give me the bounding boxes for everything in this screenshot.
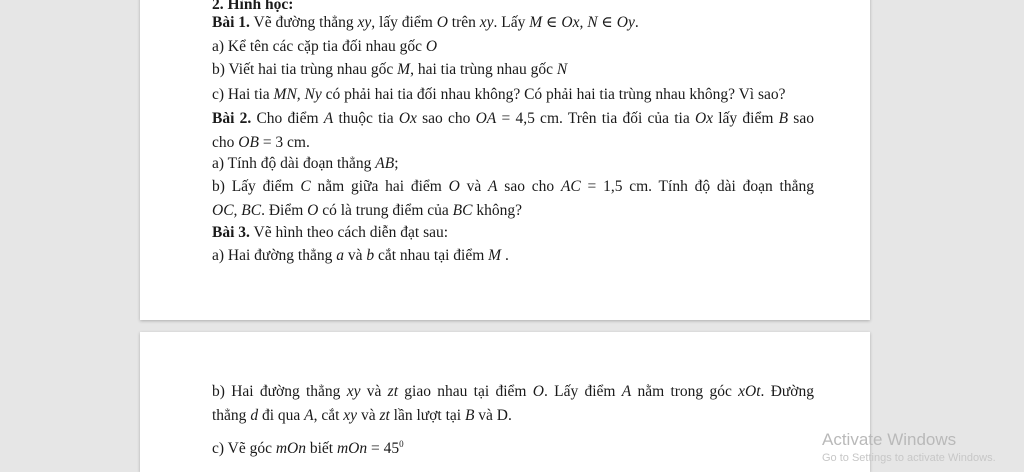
exercise-1-part-a: a) Kể tên các cặp tia đối nhau gốc O	[212, 38, 438, 55]
exercise-3-part-c: c) Vẽ góc mOn biết mOn = $45^0$	[212, 439, 404, 457]
activate-windows-subtext: Go to Settings to activate Windows.	[822, 452, 996, 464]
exercise-3-part-b: b) Hai đường thẳng xy và zt giao nhau tại điểm O. Lấy điểm A nằm trong góc xOt. Đường	[212, 383, 814, 400]
exercise-label: Bài 2.	[212, 110, 252, 127]
exercise-2-part-a: a) Tính độ dài đoạn thẳng AB;	[212, 155, 399, 172]
document-page-1	[140, 0, 870, 320]
exercise-2-part-b-cont: OC, BC. Điểm O có là trung điểm của BC không?	[212, 202, 522, 219]
exercise-1-statement: Bài 1. Vẽ đường thẳng xy, lấy điểm O trên xy. Lấy M ∈ Ox, N ∈ Oy.	[212, 14, 639, 31]
exercise-2-part-b: b) Lấy điểm C nằm giữa hai điểm O và A sao cho AC = 1,5 cm. Tính độ dài đoạn thẳng	[212, 178, 814, 195]
exercise-label: Bài 1.	[212, 14, 250, 31]
exercise-1-part-b: b) Viết hai tia trùng nhau gốc M, hai tia trùng nhau gốc N	[212, 61, 568, 78]
exercise-3-part-b-cont: thẳng d đi qua A, cắt xy và zt lần lượt tại B và D.	[212, 407, 512, 424]
exercise-3-part-a: a) Hai đường thẳng a và b cắt nhau tại điểm M .	[212, 247, 509, 264]
exercise-2-statement-cont: cho OB = 3 cm.	[212, 134, 310, 151]
section-heading: 2. Hình học:	[212, 0, 294, 13]
activate-windows-watermark: Activate Windows	[822, 430, 957, 449]
document-page-2	[140, 332, 870, 472]
exercise-3-statement: Bài 3. Vẽ hình theo cách diễn đạt sau:	[212, 224, 449, 241]
exercise-1-part-c: c) Hai tia MN, Ny có phải hai tia đối nhau không? Có phải hai tia trùng nhau không? Vì sao?	[212, 86, 786, 103]
exercise-label: Bài 3.	[212, 224, 250, 241]
exercise-2-statement: Bài 2. Cho điểm A thuộc tia Ox sao cho OA = 4,5 cm. Trên tia đối của tia Ox lấy điểm B sao	[212, 110, 814, 127]
